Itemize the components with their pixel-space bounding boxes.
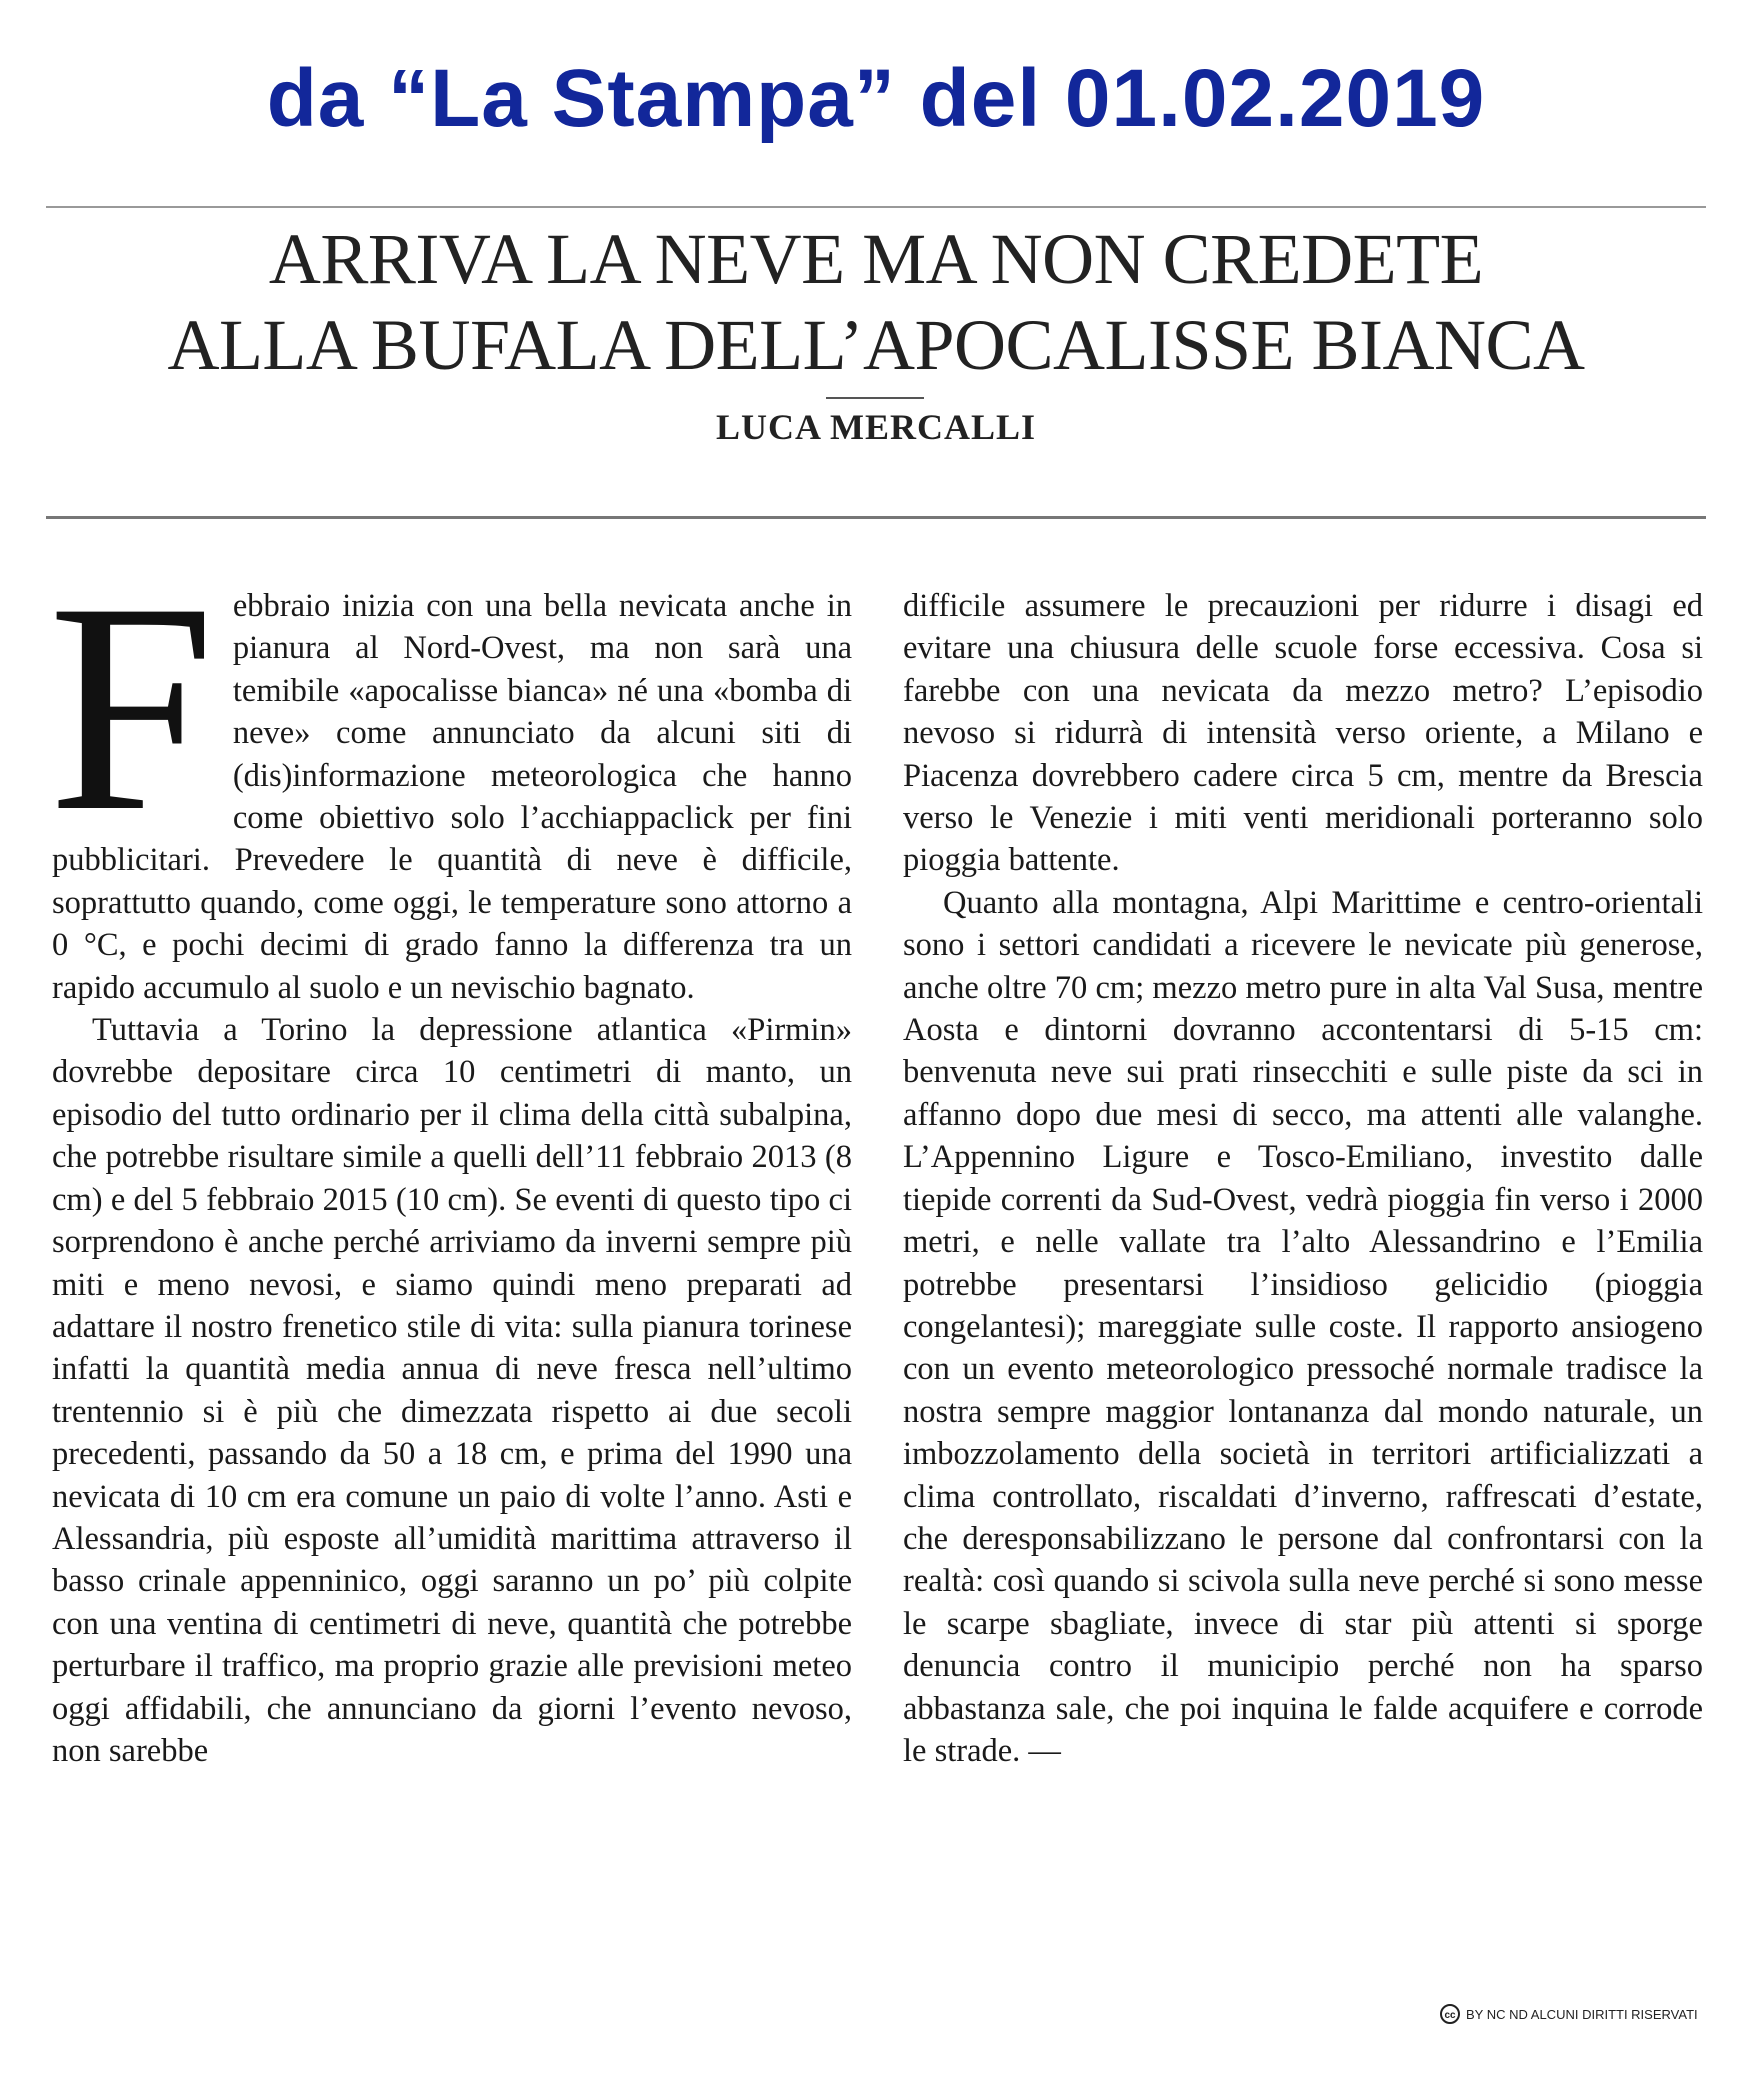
article-column-left — [48, 541, 852, 1772]
paragraph-text: ebbraio inizia con una bella nevicata anche in pianura al Nord-Ovest, ma non sarà una temibile «apocalisse bianca» né una «bomba di neve» come annunciato da alcuni siti di (dis)informazione meteorologica che hanno come obiettivo solo l’acchiappaclick per fini pubblicitari. Prevedere le quantità di neve è difficile, soprattutto quando, come oggi, le temperature sono attorno a 0 °C, e pochi decimi di grado fanno la differenza tra un rapido accumulo al suolo e un nevischio bagnato. — [52, 588, 852, 1006]
byline-divider — [826, 397, 924, 399]
paragraph — [48, 541, 852, 1009]
byline: LUCA MERCALLI — [715, 407, 1037, 447]
bottom-divider — [46, 516, 1706, 519]
license-text: BY NC ND ALCUNI DIRITTI RISERVATI — [1466, 2006, 1698, 2022]
dropcap: F — [48, 541, 215, 873]
top-divider — [46, 206, 1706, 208]
source-caption: da “La Stampa” del 01.02.2019 — [266, 53, 1486, 144]
paragraph: Tuttavia a Torino la depressione atlantica «Pirmin» dovrebbe depositare circa 10 centimetri di manto, un episodio del tutto ordinario per il clima della città subalpina, che potrebbe risultare simile a quelli dell’11 febbraio 2013 (8 cm) e del 5 febbraio 2015 (10 cm). Se eventi di questo tipo ci sorprendono è anche perché arriviamo da inverni sempre più miti e meno nevosi, e siamo quindi meno preparati ad adattare il nostro frenetico stile di vita: sulla pianura torinese infatti la quantità media annua di neve fresca nell’ultimo trentennio si è più che dimezzata rispetto ai due secoli precedenti, passando da 50 a 18 cm, e prima del 1990 una nevicata di 10 cm era comune un paio di volte l’anno. Asti e Alessandria, più esposte all’umidità marittima attraverso il basso crinale appenninico, oggi saranno un po’ più colpite con una ventina di centimetri di neve, quantità che potrebbe perturbare il traffico, ma proprio grazie alle previsioni meteo oggi affidabili, che annunciano da giorni l’evento nevoso, non sarebbe — [52, 1012, 852, 1769]
headline-line-2: ALLA BUFALA DELL’APOCALISSE BIANCA — [167, 305, 1585, 385]
paragraph: Quanto alla montagna, Alpi Marittime e centro-orientali sono i settori candidati a ricevere le nevicate più generose, anche oltre 70 cm; mezzo metro pure in alta Val Susa, mentre Aosta e dintorni dovranno accontentarsi di 5-15 cm: benvenuta neve sui prati rinsecchiti e sulle piste da sci in affanno dopo due mesi di secco, ma attenti alle valanghe. L’Appennino Ligure e Tosco-Emiliano, investito dalle tiepide correnti da Sud-Ovest, vedrà pioggia fin verso i 2000 metri, e nelle vallate tra l’alto Alessandrino e l’Emilia potrebbe presentarsi l’insidioso gelicidio (pioggia congelantesi); mareggiate sulle coste. Il rapporto ansiogeno con un evento meteorologico pressoché normale tradisce la nostra sempre maggior lontananza dal mondo naturale, un imbozzolamento della società in territori artificializzati a clima controllato, riscaldati d’inverno, raffrescati d’estate, che deresponsabilizzano le persone dal confrontarsi con la realtà: così quando si scivola sulla neve perché si sono messe le scarpe sbagliate, invece di star più attenti si sporge denuncia contro il municipio perché non ha sparso abbastanza sale, che poi inquina le falde acquifere e corrode le strade. — — [903, 884, 1703, 1769]
article-column-right — [903, 585, 1703, 1772]
license-notice — [1440, 2004, 1710, 2024]
headline — [46, 216, 1706, 388]
creative-commons-icon: cc — [1440, 2004, 1460, 2024]
headline-line-1: ARRIVA LA NEVE MA NON CREDETE — [268, 219, 1484, 299]
paragraph: difficile assumere le precauzioni per ridurre i disagi ed evitare una chiusura delle scuole forse eccessiva. Cosa si farebbe con una nevicata da mezzo metro? L’episodio nevoso si ridurrà di intensità verso oriente, a Milano e Piacenza dovrebbero cadere circa 5 cm, mentre da Brescia verso le Venezie i miti venti meridionali porteranno solo pioggia battente. — [903, 588, 1703, 879]
